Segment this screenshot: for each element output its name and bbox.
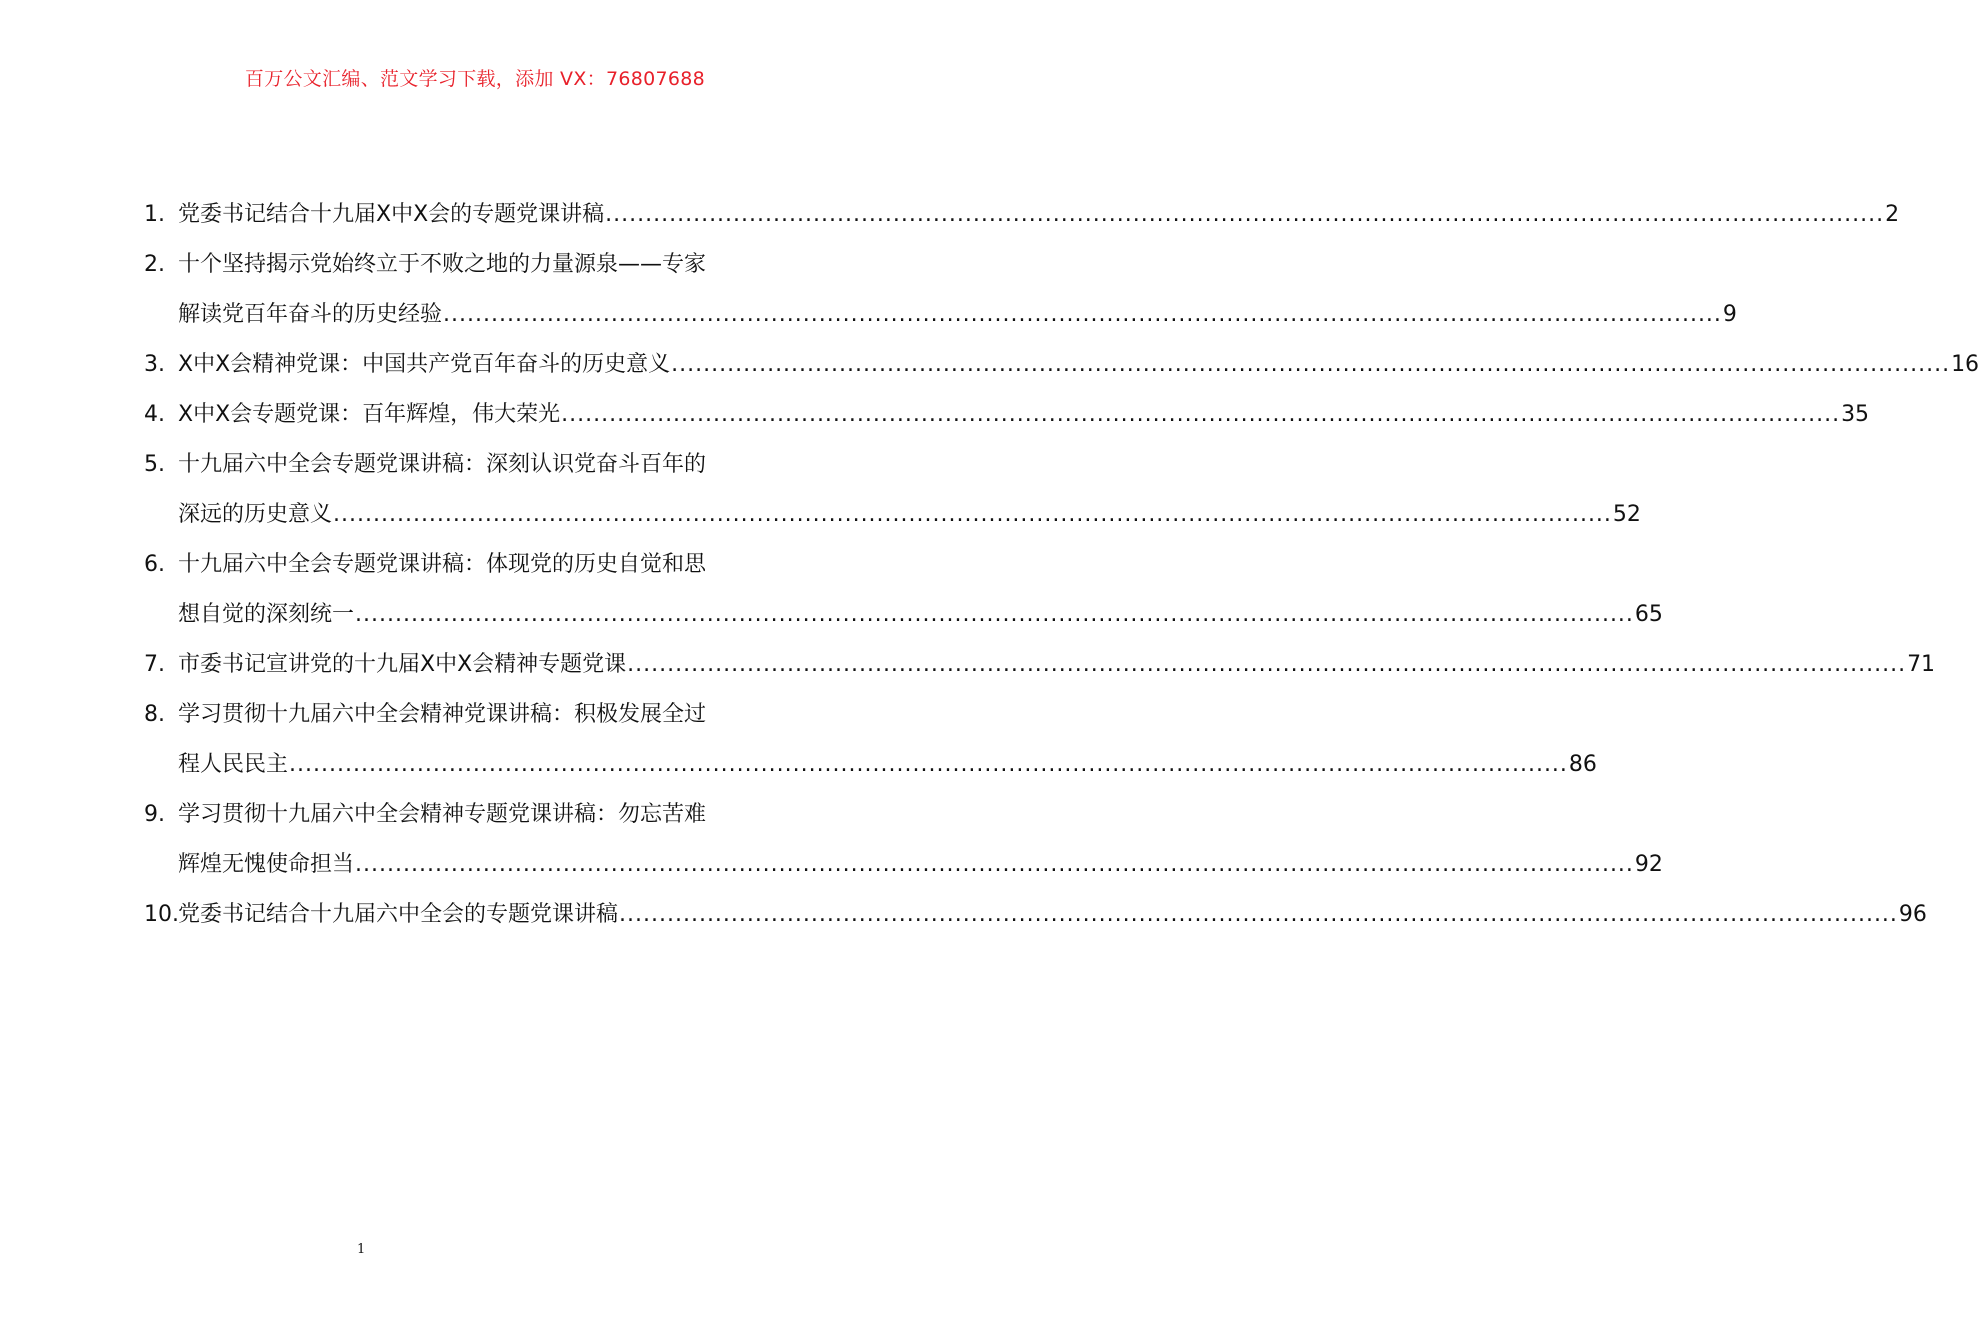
toc-entry-title: 市委书记宣讲党的十九届X中X会精神专题党课 (178, 652, 627, 677)
toc-entry[interactable] (144, 190, 1900, 240)
toc-entry-title-cont: 辉煌无愧使命担当 (178, 852, 355, 877)
dot-leader (289, 740, 1568, 790)
dot-leader (443, 290, 1722, 340)
toc-entry-title: 党委书记结合十九届X中X会的专题党课讲稿 (178, 202, 605, 227)
toc-entry-page: 9 (1722, 302, 1737, 327)
toc-entry-number: 9. (144, 802, 165, 827)
toc-entry-title: X中X会精神党课：中国共产党百年奋斗的历史意义 (178, 352, 671, 377)
toc-entry-page: 96 (1898, 902, 1927, 927)
toc-entry-number: 5. (144, 452, 165, 477)
toc-entry[interactable] (144, 340, 1979, 390)
toc-entry-page: 92 (1634, 852, 1663, 877)
toc-entry-number: 4. (144, 402, 165, 427)
toc-entry-title: 党委书记结合十九届六中全会的专题党课讲稿 (178, 902, 619, 927)
toc-entry-number: 2. (144, 252, 165, 277)
toc-entry-number: 6. (144, 552, 165, 577)
dot-leader (619, 890, 1898, 940)
toc-entry-number: 3. (144, 352, 165, 377)
toc-entry-page: 52 (1612, 502, 1641, 527)
toc-entry-title-cont: 深远的历史意义 (178, 502, 333, 527)
toc-entry-number: 10. (144, 902, 179, 927)
dot-leader (671, 340, 1950, 390)
toc-entry[interactable] (144, 540, 1663, 640)
dot-leader (355, 840, 1634, 890)
toc-entry-page: 35 (1841, 402, 1870, 427)
toc-entry-number: 8. (144, 702, 165, 727)
page-number: 1 (357, 1242, 366, 1257)
toc-entry-title: X中X会专题党课：百年辉煌，伟大荣光 (178, 402, 561, 427)
toc-entry-title-cont: 程人民民主 (178, 752, 289, 777)
toc-entry-page: 86 (1568, 752, 1597, 777)
toc-entry-number: 7. (144, 652, 165, 677)
toc-entry-title: 学习贯彻十九届六中全会精神党课讲稿：积极发展全过 (178, 702, 707, 727)
toc-entry-page: 65 (1634, 602, 1663, 627)
toc-entry-title: 十九届六中全会专题党课讲稿：深刻认识党奋斗百年的 (178, 452, 707, 477)
toc-entry[interactable] (144, 690, 1597, 790)
toc-entry-title: 学习贯彻十九届六中全会精神专题党课讲稿：勿忘苦难 (178, 802, 707, 827)
toc-entry-title: 十九届六中全会专题党课讲稿：体现党的历史自觉和思 (178, 552, 707, 577)
toc-entry-title-cont: 解读党百年奋斗的历史经验 (178, 302, 443, 327)
table-of-contents (144, 190, 1979, 940)
dot-leader (333, 490, 1612, 540)
toc-entry-number: 1. (144, 202, 165, 227)
toc-entry-page: 2 (1885, 202, 1900, 227)
toc-entry-title-cont: 想自觉的深刻统一 (178, 602, 355, 627)
toc-entry[interactable] (144, 390, 1870, 440)
toc-entry[interactable] (144, 790, 1663, 890)
dot-leader (355, 590, 1634, 640)
toc-entry-title: 十个坚持揭示党始终立于不败之地的力量源泉——专家 (178, 252, 707, 277)
toc-entry[interactable] (144, 890, 1927, 940)
toc-entry[interactable] (144, 640, 1936, 690)
watermark-header: 百万公文汇编、范文学习下载，添加 VX：76807688 (244, 68, 706, 90)
toc-entry-page: 16 (1951, 352, 1979, 377)
toc-entry[interactable] (144, 440, 1641, 540)
toc-entry[interactable] (144, 240, 1737, 340)
dot-leader (605, 190, 1884, 240)
toc-entry-page: 71 (1907, 652, 1936, 677)
dot-leader (561, 390, 1840, 440)
dot-leader (627, 640, 1906, 690)
